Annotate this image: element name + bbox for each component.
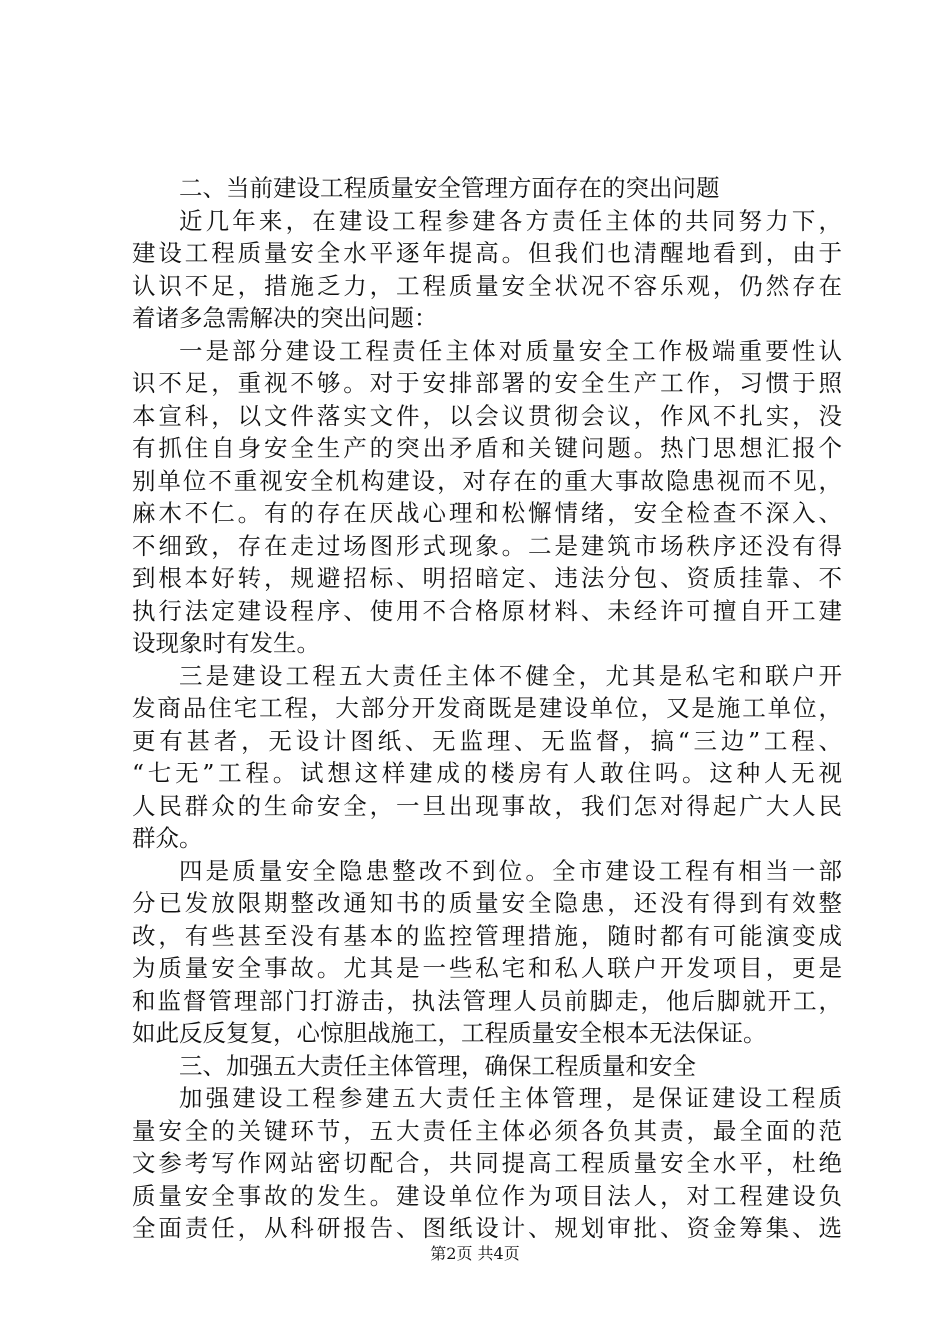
text-line: 三是建设工程五大责任主体不健全，尤其是私宅和联户开 — [179, 661, 842, 690]
text-line: 建设工程质量安全水平逐年提高。但我们也清醒地看到，由于 — [132, 239, 842, 267]
text-line: 文参考写作网站密切配合，共同提高工程质量安全水平，杜绝 — [132, 1149, 842, 1177]
text-line: 本宣科，以文件落实文件，以会议贯彻会议，作风不扎实，没 — [132, 401, 842, 430]
text-line: 量安全的关键环节，五大责任主体必须各负其责，最全面的范 — [132, 1116, 842, 1145]
text-line: 麻木不仁。有的存在厌战心理和松懈情绪，安全检查不深入、 — [132, 499, 842, 527]
text-line: 全面责任，从科研报告、图纸设计、规划审批、资金筹集、选 — [132, 1214, 842, 1242]
text-line: 识不足，重视不够。对于安排部署的安全生产工作，习惯于照 — [132, 369, 842, 397]
text-line: 执行法定建设程序、使用不合格原材料、未经许可擅自开工建 — [132, 596, 842, 625]
text-line: 有抓住自身安全生产的突出矛盾和关键问题。热门思想汇报个 — [132, 434, 842, 462]
text-line: 人民群众的生命安全，一旦出现事故，我们怎对得起广大人民 — [132, 791, 842, 820]
text-line: 着诸多急需解决的突出问题： — [132, 304, 438, 332]
text-line: 加强建设工程参建五大责任主体管理，是保证建设工程质 — [179, 1084, 842, 1112]
text-line: 认识不足，措施乏力，工程质量安全状况不容乐观，仍然存在 — [132, 271, 842, 300]
text-line: 更有甚者，无设计图纸、无监理、无监督，搞“三边”工程、 — [132, 726, 842, 755]
section-heading: 三、加强五大责任主体管理，确保工程质量和安全 — [179, 1051, 696, 1080]
section-heading: 二、当前建设工程质量安全管理方面存在的突出问题 — [179, 174, 720, 202]
text-line: “七无”工程。试想这样建成的楼房有人敢住吗。这种人无视 — [132, 759, 842, 787]
text-line: 和监督管理部门打游击，执法管理人员前脚走，他后脚就开工， — [132, 986, 842, 1015]
page-footer: 第2页 共4页 — [430, 1244, 520, 1263]
document-body — [132, 172, 842, 1245]
text-line: 四是质量安全隐患整改不到位。全市建设工程有相当一部 — [179, 856, 842, 885]
text-line: 不细致，存在走过场图形式现象。二是建筑市场秩序还没有得 — [132, 531, 842, 560]
text-line: 别单位不重视安全机构建设，对存在的重大事故隐患视而不见， — [132, 466, 842, 495]
text-line: 如此反反复复，心惊胆战施工，工程质量安全根本无法保证。 — [132, 1019, 767, 1047]
text-line: 设现象时有发生。 — [132, 629, 320, 657]
text-line: 到根本好转，规避招标、明招暗定、违法分包、资质挂靠、不 — [132, 564, 842, 592]
text-line: 分已发放限期整改通知书的质量安全隐患，还没有得到有效整 — [132, 889, 842, 917]
text-line: 群众。 — [132, 824, 203, 852]
text-line: 为质量安全事故。尤其是一些私宅和私人联户开发项目，更是 — [132, 954, 842, 982]
text-line: 发商品住宅工程，大部分开发商既是建设单位，又是施工单位， — [132, 694, 842, 722]
text-line: 一是部分建设工程责任主体对质量安全工作极端重要性认 — [179, 336, 842, 365]
text-line: 质量安全事故的发生。建设单位作为项目法人，对工程建设负 — [132, 1181, 842, 1210]
text-line: 改，有些甚至没有基本的监控管理措施，随时都有可能演变成 — [132, 921, 842, 950]
text-line: 近几年来，在建设工程参建各方责任主体的共同努力下， — [179, 206, 842, 235]
